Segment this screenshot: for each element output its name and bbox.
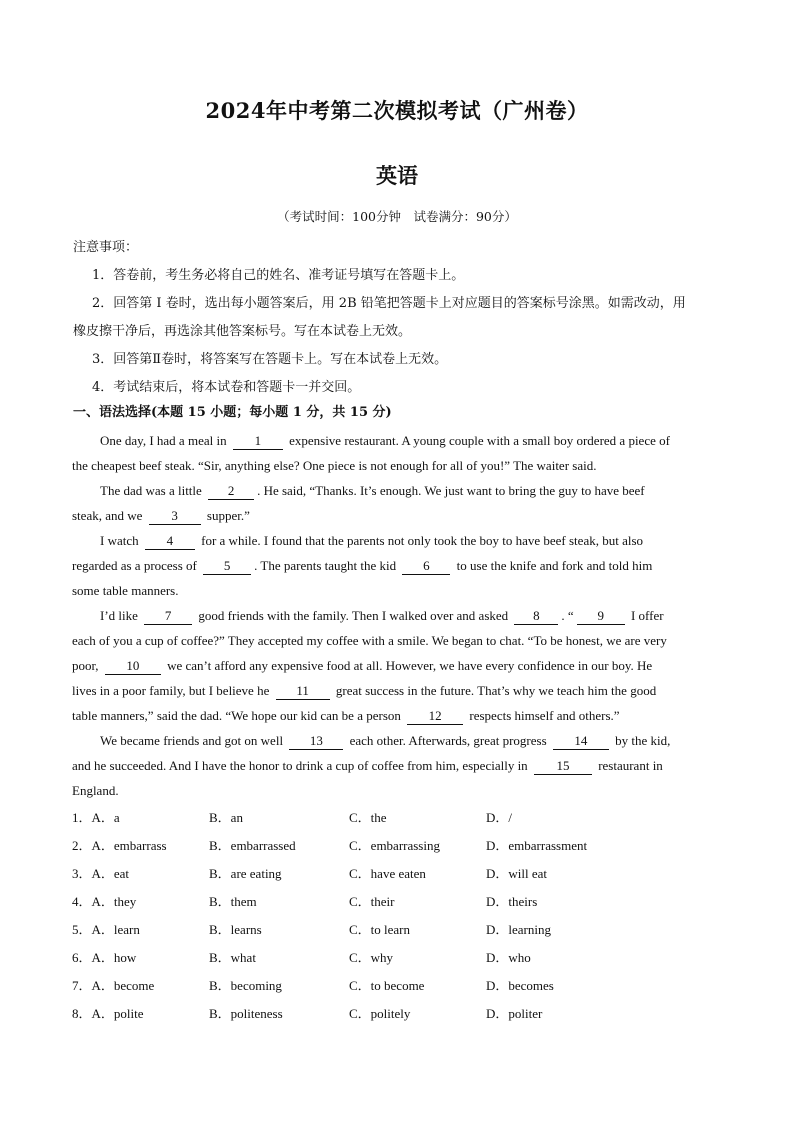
passage-line: [72, 478, 722, 503]
passage-line: [72, 553, 722, 578]
passage-text: The dad was a little: [100, 483, 202, 498]
passage-line: some table manners.: [72, 583, 179, 598]
answer-blank: 11: [276, 683, 330, 700]
question-row: [72, 860, 722, 888]
passage-line: each of you a cup of coffee?” They accepted my coffee with a smile. We began to chat. “To be honest, we are very: [72, 633, 667, 648]
answer-blank: 15: [534, 758, 592, 775]
option-b: B．an: [209, 810, 243, 825]
passage-text: I offer: [630, 608, 664, 623]
exam-info: （考试时间：100分钟 试卷满分：90分）: [277, 209, 517, 224]
passage-text: I watch: [100, 533, 139, 548]
passage-line: [72, 753, 722, 778]
option-a: 6．A．how: [72, 950, 137, 965]
answer-blank: 7: [144, 608, 192, 625]
question-row: [72, 832, 722, 860]
passage-text: respects himself and others.”: [469, 708, 620, 723]
option-b: B．are eating: [209, 866, 282, 881]
notice-item-2: 2．回答第 I 卷时，选出每小题答案后，用 2B 铅笔把答题卡上对应题目的答案标号涂黑。如需改动，用: [92, 296, 686, 311]
option-c: C．why: [349, 950, 394, 965]
option-a: 5．A．learn: [72, 922, 140, 937]
passage-text: . He said, “Thanks. It’s enough. We just want to bring the guy to have beef: [257, 483, 645, 498]
section-heading: 一、语法选择(本题 15 小题；每小题 1 分，共 15 分): [73, 405, 392, 420]
answer-blank: 10: [105, 658, 161, 675]
answer-blank: 2: [208, 483, 254, 500]
answer-blank: 9: [577, 608, 625, 625]
passage-text: poor,: [72, 658, 99, 673]
passage-text: by the kid,: [615, 733, 671, 748]
question-row: [72, 1000, 722, 1028]
passage-text: and he succeeded. And I have the honor to drink a cup of coffee from him, especially in: [72, 758, 528, 773]
passage-text: we can’t afford any expensive food at all. However, we have every confidence in our boy. He: [167, 658, 653, 673]
passage-text: lives in a poor family, but I believe he: [72, 683, 270, 698]
option-d: D．embarrassment: [486, 838, 588, 853]
option-a: 4．A．they: [72, 894, 137, 909]
option-d: D．who: [486, 950, 531, 965]
answer-blank: 6: [402, 558, 450, 575]
option-a: 2．A．embarrass: [72, 838, 167, 853]
option-a: 7．A．become: [72, 978, 155, 993]
option-b: B．embarrassed: [209, 838, 296, 853]
passage-text: steak, and we: [72, 508, 143, 523]
notice-item-4: 4．考试结束后，将本试卷和答题卡一并交回。: [92, 380, 361, 395]
option-c: C．have eaten: [349, 866, 426, 881]
passage-text: supper.”: [206, 508, 250, 523]
option-c: C．politely: [349, 1006, 411, 1021]
option-d: D．learning: [486, 922, 551, 937]
question-row: [72, 804, 722, 832]
passage-text: for a while. I found that the parents not only took the boy to have beef steak, but also: [201, 533, 644, 548]
passage-text: We became friends and got on well: [100, 733, 284, 748]
answer-blank: 3: [149, 508, 201, 525]
option-c: C．embarrassing: [349, 838, 440, 853]
passage-text: great success in the future. That’s why we teach him the good: [335, 683, 657, 698]
option-c: C．to learn: [349, 922, 411, 937]
question-row: [72, 916, 722, 944]
subject-title: 英语: [376, 163, 418, 188]
passage-text: table manners,” said the dad. “We hope our kid can be a person: [72, 708, 401, 723]
answer-blank: 14: [553, 733, 609, 750]
question-row: [72, 888, 722, 916]
option-a: 8．A．polite: [72, 1006, 144, 1021]
option-d: D．becomes: [486, 978, 554, 993]
answer-blank: 4: [145, 533, 195, 550]
option-d: D．theirs: [486, 894, 538, 909]
question-row: [72, 944, 722, 972]
option-a: 1．A．a: [72, 810, 120, 825]
question-options: [72, 804, 722, 1028]
option-b: B．politeness: [209, 1006, 283, 1021]
passage-text: I’d like: [100, 608, 138, 623]
answer-blank: 8: [514, 608, 558, 625]
answer-blank: 5: [203, 558, 251, 575]
passage-text: expensive restaurant. A young couple with a small boy ordered a piece of: [289, 433, 670, 448]
passage-text: One day, I had a meal in: [100, 433, 227, 448]
cloze-passage: [72, 428, 722, 803]
passage-text: . “: [561, 608, 574, 623]
answer-blank: 13: [289, 733, 343, 750]
passage-text: to use the knife and fork and told him: [456, 558, 653, 573]
passage-line: [72, 678, 722, 703]
option-c: C．the: [349, 810, 387, 825]
option-d: D．politer: [486, 1006, 543, 1021]
passage-line: the cheapest beef steak. “Sir, anything else? One piece is not enough for all of you!” The waiter said.: [72, 458, 597, 473]
answer-blank: 1: [233, 433, 283, 450]
notice-item-2-continued: 橡皮擦干净后，再选涂其他答案标号。写在本试卷上无效。: [73, 324, 412, 339]
option-d: D．/: [486, 810, 513, 825]
notice-item-1: 1．答卷前，考生务必将自己的姓名、准考证号填写在答题卡上。: [92, 268, 465, 283]
passage-text: regarded as a process of: [72, 558, 197, 573]
passage-line: [72, 703, 722, 728]
passage-text: each other. Afterwards, great progress: [349, 733, 547, 748]
notice-item-3: 3．回答第Ⅱ卷时，将答案写在答题卡上。写在本试卷上无效。: [92, 352, 448, 367]
passage-line: England.: [72, 783, 119, 798]
question-row: [72, 972, 722, 1000]
option-b: B．learns: [209, 922, 262, 937]
passage-line: [72, 528, 722, 553]
option-c: C．to become: [349, 978, 425, 993]
answer-blank: 12: [407, 708, 463, 725]
notice-heading: 注意事项：: [73, 240, 139, 255]
option-b: B．what: [209, 950, 256, 965]
notice-section: [73, 234, 732, 402]
exam-title: 2024年中考第二次模拟考试（广州卷）: [205, 98, 589, 123]
passage-line: [72, 503, 722, 528]
option-a: 3．A．eat: [72, 866, 130, 881]
option-b: B．them: [209, 894, 257, 909]
passage-text: . The parents taught the kid: [254, 558, 397, 573]
passage-line: [72, 728, 722, 753]
option-b: B．becoming: [209, 978, 282, 993]
passage-line: [72, 428, 722, 453]
passage-line: [72, 603, 722, 628]
passage-line: [72, 653, 722, 678]
option-d: D．will eat: [486, 866, 548, 881]
option-c: C．their: [349, 894, 395, 909]
passage-text: good friends with the family. Then I walked over and asked: [198, 608, 509, 623]
passage-text: restaurant in: [598, 758, 663, 773]
